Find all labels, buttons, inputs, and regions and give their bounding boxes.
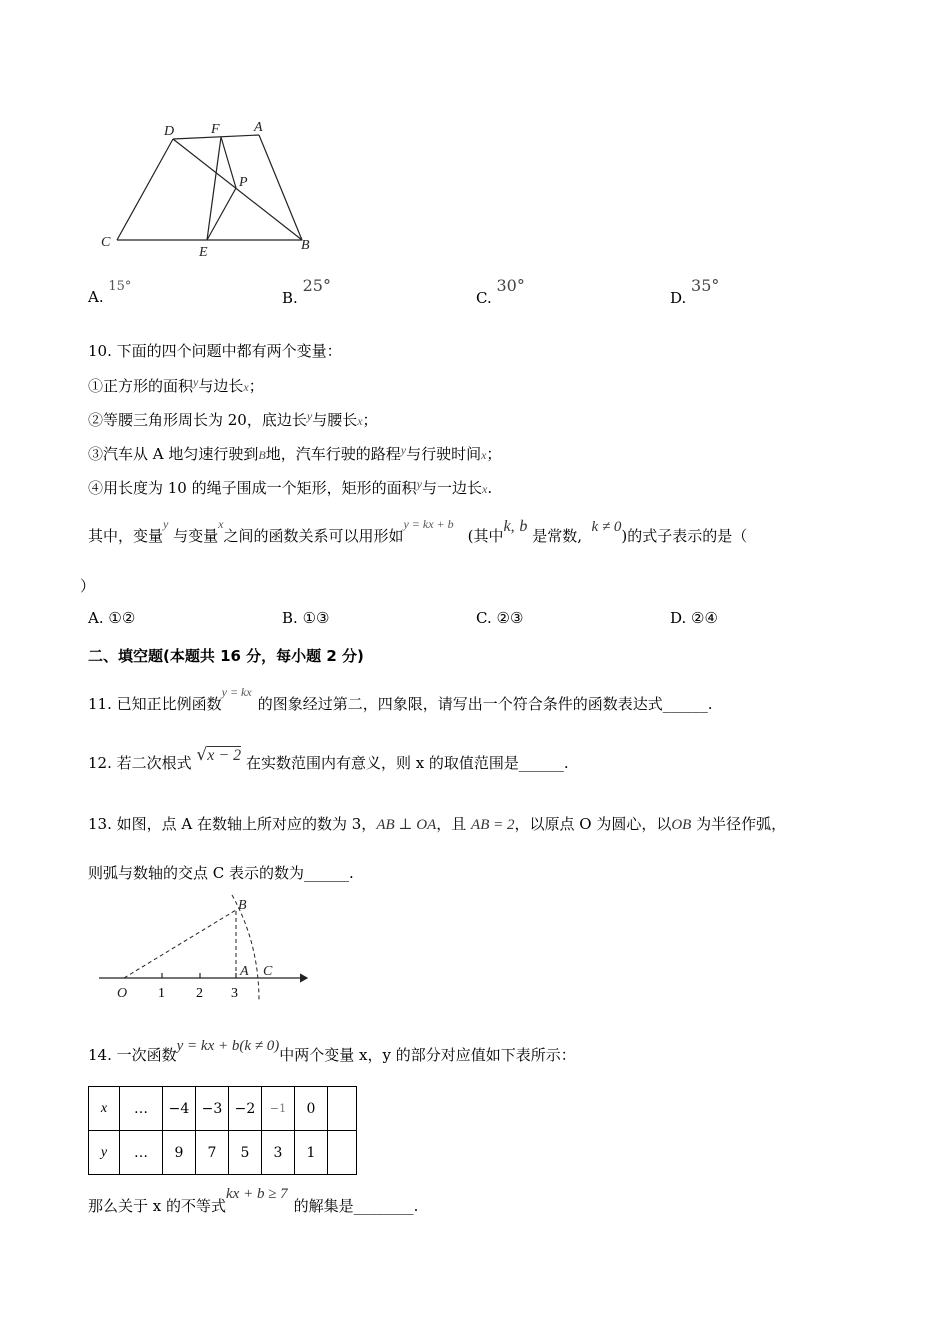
table-cell: 1: [295, 1131, 328, 1175]
text: ，且: [436, 815, 467, 833]
text: ；: [248, 377, 264, 395]
var-x: x: [357, 414, 363, 428]
table-cell: [328, 1087, 357, 1131]
text: 14. 一次函数: [88, 1046, 177, 1064]
label-A: A: [240, 964, 249, 979]
q10-option-d: [670, 609, 718, 627]
var-b: b: [519, 518, 528, 535]
formula: y = kx + b: [403, 517, 454, 531]
text: 为半径作弧，: [696, 815, 787, 833]
text: (其中: [467, 527, 504, 545]
q9-option-c: [476, 276, 525, 307]
text: )的式子表示的是（: [621, 527, 748, 545]
table-cell: y: [89, 1131, 120, 1175]
text: 其中，变量: [88, 527, 164, 545]
text: 12. 若二次根式: [88, 754, 192, 772]
label-P: P: [239, 175, 248, 190]
formula: y = kx: [221, 685, 252, 699]
table-cell: 9: [163, 1131, 196, 1175]
label-C: C: [101, 235, 111, 250]
text: ，以原点 O 为圆心，以: [514, 815, 672, 833]
option-value: 15°: [108, 279, 132, 294]
text: 的图象经过第二，四象限，请写出一个符合条件的函数表达式______.: [257, 695, 713, 713]
var-y: y: [306, 409, 313, 423]
segment-EP: [207, 188, 236, 240]
label-3: 3: [231, 986, 238, 1001]
text: 那么关于 x 的不等式: [88, 1197, 226, 1215]
q10-item-3: [88, 443, 501, 464]
radicand: x − 2: [207, 747, 242, 764]
option-letter: D.: [670, 609, 687, 627]
q9-option-a: [88, 279, 132, 306]
q10-item-4: [88, 477, 492, 498]
text: ③汽车从 A 地匀速行驶到: [88, 445, 259, 463]
q10-stem: 10. 下面的四个问题中都有两个变量：: [88, 342, 342, 360]
segment-AB: [259, 135, 302, 240]
option-value: ①②: [108, 609, 136, 627]
text: ②等腰三角形周长为 20，底边长: [88, 411, 307, 429]
option-value: 25°: [302, 276, 331, 295]
q10-option-a: [88, 609, 135, 627]
value-table: [88, 1086, 357, 1175]
text: ④用长度为 10 的绳子围成一个矩形，矩形的面积: [88, 479, 417, 497]
table-cell: −4: [163, 1087, 196, 1131]
label-C: C: [263, 964, 273, 979]
q11: [88, 685, 713, 714]
var-y: y: [193, 375, 199, 389]
segment-CD: [117, 139, 173, 240]
option-value: ②③: [496, 609, 524, 627]
var-y: y: [400, 443, 407, 457]
sqrt-expression: √x − 2: [196, 745, 242, 765]
q14-inequality-line: [88, 1186, 419, 1216]
label-1: 1: [158, 986, 165, 1001]
condition: k ≠ 0: [591, 519, 622, 535]
q10-question: [88, 517, 748, 546]
text: ①正方形的面积: [88, 377, 194, 395]
table-cell: 0: [295, 1087, 328, 1131]
var-k: k,: [503, 518, 515, 535]
option-letter: C.: [476, 609, 492, 627]
text: 之间的函数关系可以用形如: [223, 527, 404, 545]
var-x: x: [481, 482, 488, 496]
table-cell: 5: [229, 1131, 262, 1175]
text: 的解集是________.: [293, 1197, 419, 1215]
label-B: B: [301, 238, 310, 253]
section-heading: 二、填空题(本题共 16 分，每小题 2 分): [88, 647, 364, 665]
option-letter: B.: [282, 289, 298, 307]
option-value: ②④: [691, 609, 718, 627]
q13-line1: [88, 813, 786, 834]
segment-OB: [124, 910, 236, 978]
segment-FE: [207, 137, 221, 240]
text: 13. 如图，点 A 在数轴上所对应的数为 3，: [88, 815, 377, 833]
option-letter: D.: [670, 289, 687, 307]
option-value: ①③: [302, 609, 330, 627]
q9-option-b: [282, 276, 331, 307]
table-cell: 3: [262, 1131, 295, 1175]
q10-option-b: [282, 609, 329, 627]
q10-item-1: [88, 375, 264, 396]
number-line-figure: [95, 893, 320, 1005]
segment-FP: [221, 137, 236, 188]
formula-eq: AB = 2: [471, 817, 515, 833]
label-D: D: [164, 124, 175, 139]
text: 中两个变量 x，y 的部分对应值如下表所示：: [279, 1046, 576, 1064]
text: 与变量: [173, 527, 219, 545]
table-cell: …: [120, 1131, 163, 1175]
formula-perp: AB ⊥ OA: [376, 817, 437, 833]
segment-DB: [173, 139, 302, 240]
text: ；: [486, 445, 502, 463]
table-cell: −2: [229, 1087, 262, 1131]
var-x: x: [243, 380, 249, 394]
table-row: [89, 1087, 357, 1131]
table-row: [89, 1131, 357, 1175]
q10-item-2: [88, 409, 378, 430]
text: 与腰长: [312, 411, 358, 429]
text: ；: [362, 411, 378, 429]
var-x: x: [481, 448, 487, 462]
q9-option-d: [670, 276, 720, 307]
table-cell: 7: [196, 1131, 229, 1175]
q10-option-c: [476, 609, 523, 627]
table-cell: −3: [196, 1087, 229, 1131]
option-value: 30°: [496, 276, 525, 295]
text: .: [487, 479, 493, 497]
option-letter: A.: [88, 288, 104, 306]
text: 与边长: [198, 377, 244, 395]
table-cell: [328, 1131, 357, 1175]
text: 地，汽车行驶的路程: [265, 445, 401, 463]
table-cell: x: [89, 1087, 120, 1131]
formula: y = kx + b(k ≠ 0): [176, 1038, 280, 1054]
q12: [88, 745, 569, 773]
var-y: y: [163, 517, 169, 531]
option-letter: A.: [88, 609, 104, 627]
table-cell: −1: [262, 1087, 295, 1131]
label-2: 2: [196, 986, 203, 1001]
text: 与行驶时间: [406, 445, 482, 463]
option-letter: B.: [282, 609, 298, 627]
inequality: kx + b ≥ 7: [226, 1186, 288, 1202]
var-B: B: [258, 448, 266, 462]
table-cell: …: [120, 1087, 163, 1131]
var-y: y: [416, 477, 422, 491]
trapezoid-figure: [95, 115, 325, 265]
label-E: E: [199, 245, 208, 260]
label-F: F: [211, 122, 220, 137]
option-value: 35°: [691, 276, 720, 295]
label-A: A: [254, 120, 263, 135]
q13-line2: 则弧与数轴的交点 C 表示的数为______.: [88, 864, 354, 882]
text: 是常数,: [532, 527, 582, 545]
text: 11. 已知正比例函数: [88, 695, 222, 713]
label-O: O: [117, 986, 128, 1001]
text: 与一边长: [421, 479, 482, 497]
label-B: B: [238, 898, 247, 913]
var-OB: OB: [671, 817, 692, 833]
option-letter: C.: [476, 289, 492, 307]
q14-stem: [88, 1038, 576, 1065]
q10-close-paren: ）: [80, 577, 96, 595]
var-x: x: [218, 517, 224, 531]
text: 在实数范围内有意义，则 x 的取值范围是______.: [245, 754, 569, 772]
